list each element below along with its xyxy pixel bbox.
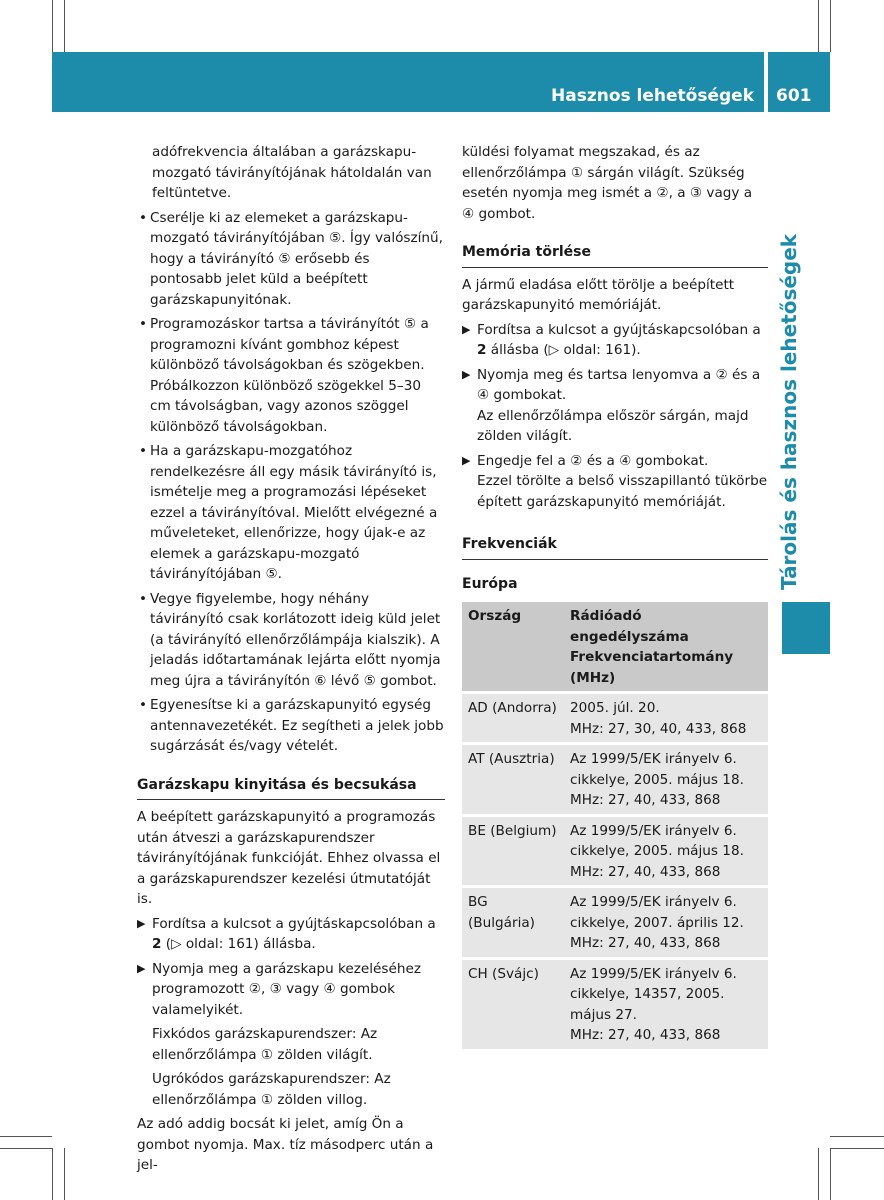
country-cell: BG (Bulgária) (462, 888, 564, 957)
crop-mark (0, 1148, 52, 1149)
frequency-table (462, 599, 768, 1052)
table-row (462, 960, 768, 1049)
side-tab-marker (782, 602, 830, 654)
continuation-paragraph: küldési folyamat megszakad, és az ellenőrzőlámpa ① sárgán világít. Szükség esetén nyomja meg ismét a ②, a ③ vagy a ④ gombot. (462, 144, 753, 222)
list-item: • Vegye figyelembe, hogy néhány távirányító csak korlátozott ideig küld jelet (a távirányító ellenőrzőlámpája kialszik). A jeladás időtartamának lejárta előtt nyomja meg újra a távirányítón ⑥ lévő ⑤ gombot. (137, 589, 445, 692)
value-cell: Az 1999/5/EK irányelv 6. cikkelye, 14357, 2005. május 27. MHz: 27, 40, 433, 868 (564, 960, 768, 1049)
value-cell: Az 1999/5/EK irányelv 6. cikkelye, 2007. április 12. MHz: 27, 40, 433, 868 (564, 888, 768, 957)
crop-mark (818, 1148, 819, 1200)
value-cell: Az 1999/5/EK irányelv 6. cikkelye, 2005. május 18. MHz: 27, 40, 433, 868 (564, 745, 768, 814)
step-arrow-icon: ▶ (137, 961, 146, 975)
crop-mark (830, 1148, 884, 1149)
table-row (462, 888, 768, 957)
value-cell: 2005. júl. 20. MHz: 27, 30, 40, 433, 868 (564, 694, 768, 742)
country-cell: AD (Andorra) (462, 694, 564, 742)
step-arrow-icon: ▶ (462, 453, 471, 467)
side-tab-label: Tárolás és hasznos lehetőségek (777, 233, 801, 590)
crop-mark (830, 1136, 884, 1137)
intro-paragraph: adófrekvencia általában a garázskapu-mozgató távirányítójának hátoldalán van feltüntetve. (152, 144, 432, 201)
region-heading: Európa (462, 575, 518, 592)
column-header-country: Ország (462, 602, 564, 691)
crop-mark (64, 1148, 65, 1200)
country-cell: BE (Belgium) (462, 817, 564, 886)
table-row (462, 694, 768, 742)
country-cell: AT (Ausztria) (462, 745, 564, 814)
crop-mark (830, 1148, 831, 1200)
section-heading: Frekvenciák (462, 534, 768, 560)
table-header-row (462, 602, 768, 691)
crop-mark (830, 0, 831, 52)
table-row (462, 745, 768, 814)
step-arrow-icon: ▶ (462, 367, 471, 381)
step-note: Fixkódos garázskapurendszer: Az ellenőrzőlámpa ① zölden világít. (152, 1026, 378, 1063)
step-arrow-icon: ▶ (137, 916, 146, 930)
instruction-step: ▶ Engedje fel a ② és a ④ gombokat. Ezzel törölte a belső visszapillantó tükörbe épített garázskapunyitó memóriáját. (462, 451, 768, 513)
page-title: Hasznos lehetőségek (551, 86, 754, 106)
closing-paragraph: Az adó addig bocsát ki jelet, amíg Ön a gombot nyomja. Max. tíz másodperc után a jel- (137, 1116, 434, 1173)
instruction-step: ▶ Fordítsa a kulcsot a gyújtáskapcsolóban a 2 állásba (▷ oldal: 161). (462, 321, 761, 358)
crop-mark (0, 1136, 52, 1137)
section-intro: A beépített garázskapunyitó a programozás után átveszi a garázskapurendszer távirányítójának funkcióját. Ehhez olvassa el a garázskapurendszer kezelési útmutatóját is. (137, 809, 441, 907)
right-column (462, 142, 768, 1052)
header-bar (52, 52, 764, 112)
crop-mark (52, 0, 53, 52)
step-arrow-icon: ▶ (462, 322, 471, 336)
crop-mark (64, 0, 65, 52)
memory-intro: A jármű eladása előtt törölje a beépített garázskapunyitó memóriáját. (462, 276, 735, 313)
step-note: Ezzel törölte a belső visszapillantó tükörbe épített garázskapunyitó memóriáját. (477, 473, 768, 510)
section-heading: Garázskapu kinyitása és becsukása (137, 775, 445, 801)
crop-mark (52, 1148, 53, 1200)
page-number-box (768, 52, 830, 112)
instruction-step: ▶ Nyomja meg a garázskapu kezeléséhez programozott ②, ③ vagy ④ gombok valamelyikét. (137, 960, 421, 1018)
instruction-step: ▶ Nyomja meg és tartsa lenyomva a ② és a ④ gombokat. Az ellenőrzőlámpa először sárgán, majd zölden világít. (462, 365, 768, 447)
step-note: Ugrókódos garázskapurendszer: Az ellenőrzőlámpa ① zölden villog. (152, 1071, 391, 1108)
list-item: • Ha a garázskapu-mozgatóhoz rendelkezésre áll egy másik távirányító is, ismételje meg a programozási lépéseket ezzel a távirányítóval. Mielőtt elvégezné a műveleteket, ellenőrizze, hogy újak-e az elemek a garázskapu-mozgató távirányítójában ⑤. (137, 441, 445, 585)
crop-mark (818, 0, 819, 52)
column-header-license: Rádióadó engedélyszáma Frekvenciatartomány (MHz) (564, 602, 768, 691)
value-cell: Az 1999/5/EK irányelv 6. cikkelye, 2005. május 18. MHz: 27, 40, 433, 868 (564, 817, 768, 886)
country-cell: CH (Svájc) (462, 960, 564, 1049)
list-item: • Programozáskor tartsa a távirányítót ⑤ a programozni kívánt gombhoz képest különböző távolságokban és szögekben. Próbálkozzon különböző szögekkel 5–30 cm távolságban, vagy azonos szöggel különböző távolságokban. (137, 314, 445, 437)
page-number: 601 (776, 86, 812, 106)
instruction-step: ▶ Fordítsa a kulcsot a gyújtáskapcsolóban a 2 (▷ oldal: 161) állásba. (137, 915, 436, 952)
list-item: • Egyenesítse ki a garázskapunyitó egység antennavezetékét. Ez segítheti a jelek jobb sugárzását és/vagy vételét. (137, 695, 445, 757)
step-note: Az ellenőrzőlámpa először sárgán, majd zölden világít. (477, 407, 749, 444)
left-column (137, 142, 445, 1180)
section-heading: Memória törlése (462, 242, 768, 268)
table-row (462, 817, 768, 886)
list-item: • Cserélje ki az elemeket a garázskapu-mozgató távirányítójában ⑤. Így valószínű, hogy a távirányító ⑤ erősebb és pontosabb jelet küld a beépített garázskapunyitónak. (137, 208, 445, 311)
